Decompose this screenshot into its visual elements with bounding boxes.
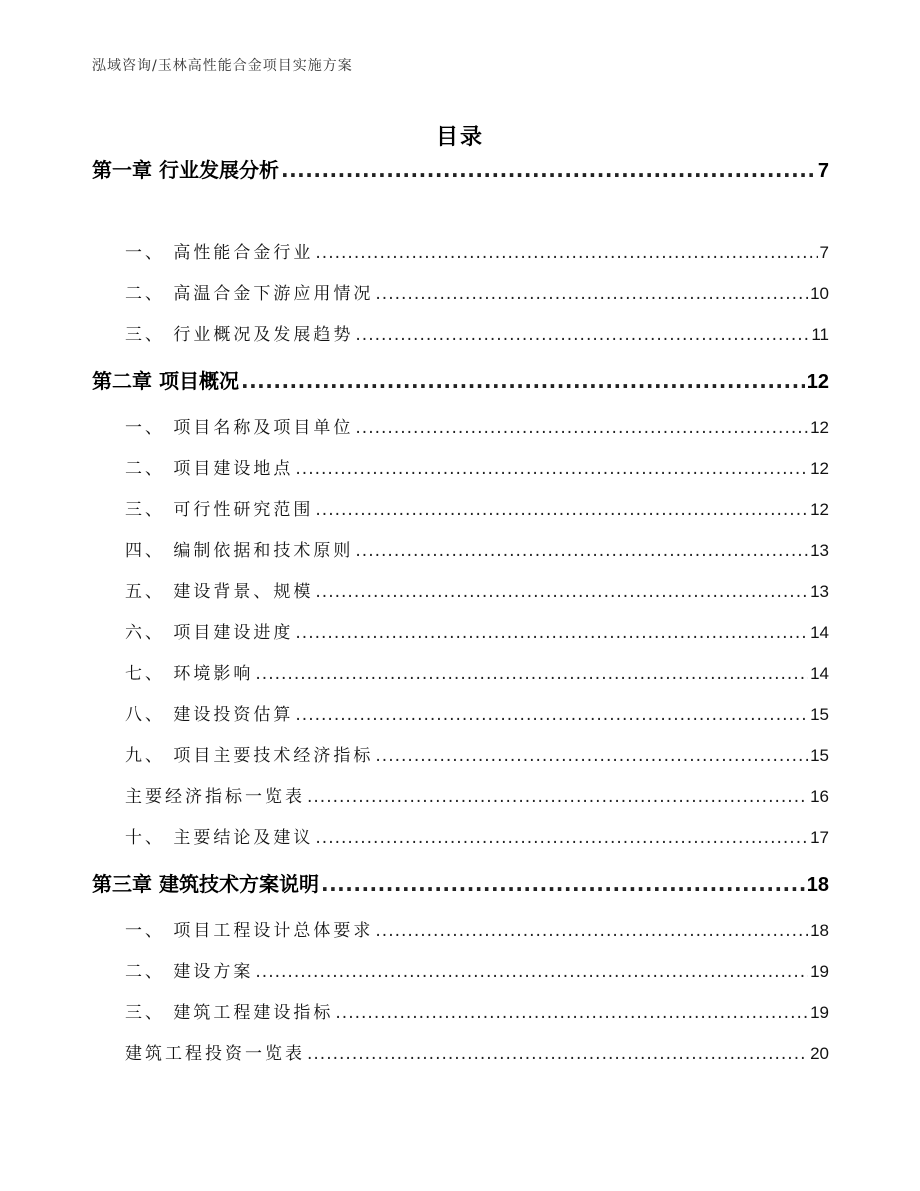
toc-section-entry[interactable]: [92, 612, 829, 653]
toc-chapter-entry[interactable]: [92, 144, 829, 196]
toc-section-entry[interactable]: [92, 694, 829, 735]
toc-entry-page-number: 13: [810, 582, 829, 601]
dot-leader: [307, 777, 808, 817]
dot-leader: [255, 952, 808, 992]
toc-entry-label: 一、 项目工程设计总体要求: [125, 921, 374, 941]
toc-section-entry[interactable]: [92, 910, 829, 951]
toc-section-entry[interactable]: [92, 817, 829, 858]
toc-entry-label: 六、 项目建设进度: [125, 623, 294, 643]
dot-leader: [295, 613, 808, 653]
toc-entry-label: 七、 环境影响: [125, 664, 254, 684]
dot-leader: [241, 355, 805, 407]
toc-entry-label: 三、 行业概况及发展趋势: [125, 325, 354, 345]
toc-section-entry[interactable]: [92, 1033, 829, 1074]
dot-leader: [355, 315, 809, 355]
toc-entry-page-number: 15: [810, 746, 829, 765]
toc-chapter-entry[interactable]: [92, 858, 829, 910]
dot-leader: [321, 858, 805, 910]
toc-entry-page-number: 14: [810, 664, 829, 683]
toc-entry-label: 第三章 建筑技术方案说明: [92, 872, 319, 896]
toc-entry-label: 建筑工程投资一览表: [125, 1044, 305, 1064]
dot-leader: [315, 233, 817, 273]
dot-leader: [315, 490, 808, 530]
toc-entry-page-number: 19: [810, 962, 829, 981]
toc-entry-page-number: 7: [819, 243, 829, 262]
toc-entry-page-number: 19: [810, 1003, 829, 1022]
toc-section-entry[interactable]: [92, 489, 829, 530]
toc-entry-label: 二、 建设方案: [125, 962, 254, 982]
toc-title: 目录: [435, 125, 484, 150]
dot-leader: [307, 1034, 808, 1074]
toc-section-entry[interactable]: [92, 571, 829, 612]
toc-entry-label: 三、 可行性研究范围: [125, 500, 314, 520]
toc-entry-label: 十、 主要结论及建议: [125, 828, 314, 848]
dot-leader: [295, 449, 808, 489]
dot-leader: [281, 144, 816, 196]
toc-section-entry[interactable]: [92, 407, 829, 448]
toc-entry-page-number: 16: [810, 787, 829, 806]
toc-entry-page-number: 12: [810, 459, 829, 478]
toc-entry-page-number: 7: [817, 160, 829, 182]
toc-section-entry[interactable]: [92, 448, 829, 489]
toc-chapter-entry[interactable]: [92, 355, 829, 407]
toc-entry-label: 二、 项目建设地点: [125, 459, 294, 479]
toc-entry-label: 二、 高温合金下游应用情况: [125, 284, 374, 304]
toc-entry-label: 九、 项目主要技术经济指标: [125, 746, 374, 766]
dot-leader: [375, 736, 808, 776]
toc-section-entry[interactable]: [92, 992, 829, 1033]
toc-entry-label: 主要经济指标一览表: [125, 787, 305, 807]
toc-section-entry[interactable]: [92, 776, 829, 817]
page-header: 泓域咨询/玉林高性能合金项目实施方案: [92, 58, 353, 74]
toc-section-entry[interactable]: [92, 232, 829, 273]
toc-entry-page-number: 12: [810, 500, 829, 519]
toc-section-entry[interactable]: [92, 273, 829, 314]
toc-section-entry[interactable]: [92, 951, 829, 992]
toc-entry-label: 三、 建筑工程建设指标: [125, 1003, 334, 1023]
toc-entry-page-number: 10: [810, 284, 829, 303]
toc-section-entry[interactable]: [92, 735, 829, 776]
toc-entry-page-number: 12: [806, 371, 829, 393]
toc-entry-label: 一、 高性能合金行业: [125, 243, 314, 263]
toc-entry-page-number: 20: [810, 1044, 829, 1063]
toc-entry-page-number: 11: [811, 325, 829, 344]
dot-leader: [375, 274, 808, 314]
toc-entry-label: 八、 建设投资估算: [125, 705, 294, 725]
table-of-contents: [92, 144, 829, 1074]
toc-entry-page-number: 15: [810, 705, 829, 724]
toc-entry-page-number: 18: [806, 874, 829, 896]
dot-leader: [315, 818, 808, 858]
toc-entry-page-number: 12: [810, 418, 829, 437]
toc-entry-label: 四、 编制依据和技术原则: [125, 541, 354, 561]
toc-entry-label: 第一章 行业发展分析: [92, 158, 279, 182]
toc-entry-label: 五、 建设背景、规模: [125, 582, 314, 602]
toc-section-entry[interactable]: [92, 653, 829, 694]
dot-leader: [255, 654, 808, 694]
dot-leader: [315, 572, 808, 612]
toc-entry-label: 一、 项目名称及项目单位: [125, 418, 354, 438]
toc-section-entry[interactable]: [92, 314, 829, 355]
toc-entry-page-number: 13: [810, 541, 829, 560]
dot-leader: [375, 911, 808, 951]
dot-leader: [335, 993, 808, 1033]
dot-leader: [355, 531, 808, 571]
toc-entry-page-number: 17: [810, 828, 829, 847]
toc-entry-page-number: 18: [810, 921, 829, 940]
dot-leader: [355, 408, 808, 448]
toc-section-entry[interactable]: [92, 530, 829, 571]
toc-entry-label: 第二章 项目概况: [92, 369, 239, 393]
toc-entry-page-number: 14: [810, 623, 829, 642]
dot-leader: [295, 695, 808, 735]
